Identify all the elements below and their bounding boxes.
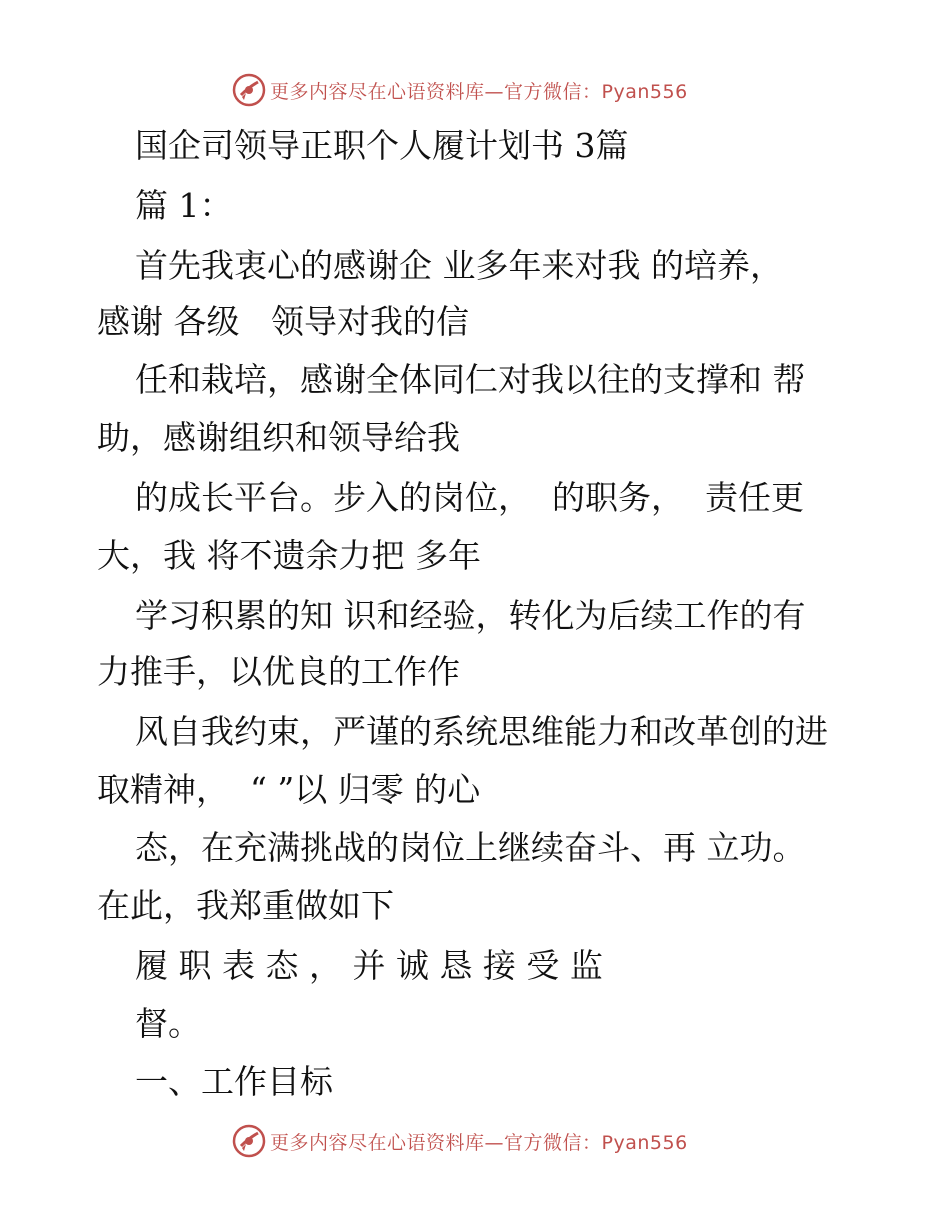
footer-banner bbox=[232, 1124, 688, 1158]
header-banner-text: 更多内容尽在心语资料库—官方微信：Pyan556 bbox=[270, 80, 688, 103]
footer-banner-text: 更多内容尽在心语资料库—官方微信：Pyan556 bbox=[270, 1131, 688, 1154]
body-line: 在此，我郑重做如下 bbox=[97, 886, 394, 925]
body-line: 学习积累的知 识和经验，转化为后续工作的有 bbox=[135, 596, 806, 635]
body-line: 任和栽培，感谢全体同仁对我以往的支撑和 帮 bbox=[135, 360, 806, 399]
body-line: 大，我 将不遗余力把 多年 bbox=[97, 536, 481, 575]
header-banner bbox=[232, 73, 688, 107]
red-book-pen-logo-icon bbox=[232, 73, 266, 107]
body-line: 态，在充满挑战的岗位上继续奋斗、再 立功。 bbox=[135, 828, 806, 867]
body-line: 首先我衷心的感谢企 业多年来对我 的培养， bbox=[135, 246, 783, 285]
section-label: 篇 1： bbox=[135, 186, 233, 225]
body-line: 的成长平台。步入的岗位， 的职务， 责任更 bbox=[135, 478, 804, 517]
section-heading: 一、工作目标 bbox=[135, 1062, 333, 1101]
body-line: 感谢 各级 领导对我的信 bbox=[97, 302, 469, 341]
body-line: 取精神， “ ”以 归零 的心 bbox=[97, 770, 481, 809]
red-book-pen-logo-icon bbox=[232, 1124, 266, 1158]
body-line: 督。 bbox=[135, 1004, 201, 1043]
body-line: 助，感谢组织和领导给我 bbox=[97, 418, 460, 457]
body-line: 履 职 表 态 ， 并 诚 恳 接 受 监 bbox=[135, 946, 603, 985]
body-line: 风自我约束，严谨的系统思维能力和改革创的进 bbox=[135, 712, 828, 751]
document-title: 国企司领导正职个人履计划书 3篇 bbox=[135, 126, 629, 165]
body-line: 力推手，以优良的工作作 bbox=[97, 652, 460, 691]
